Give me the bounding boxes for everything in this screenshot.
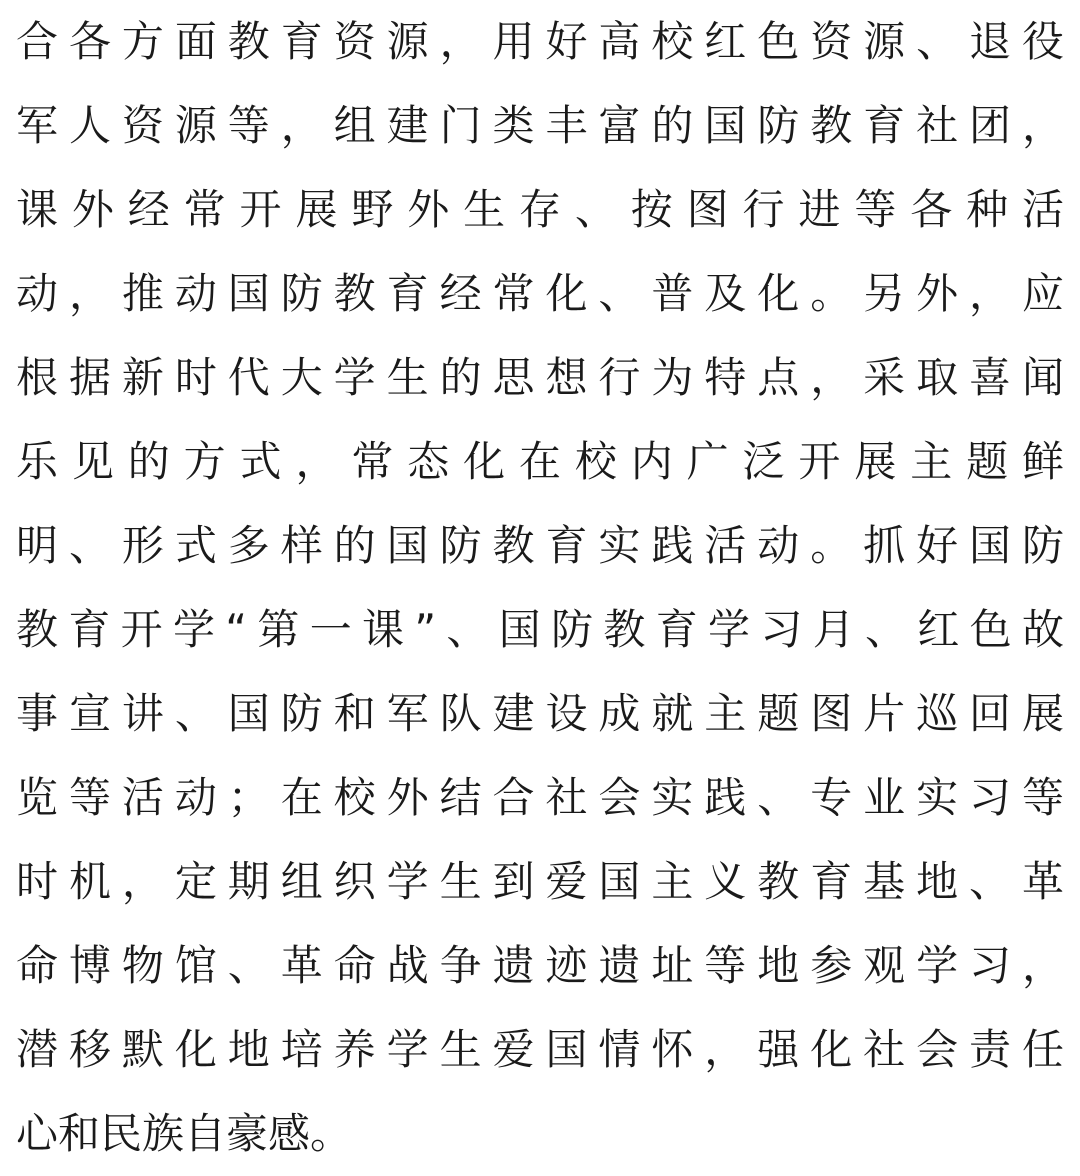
paragraph-line: 根据新时代大学生的思想行为特点，采取喜闻 — [16, 353, 1064, 402]
paragraph-line: 乐见的方式，常态化在校内广泛开展主题鲜 — [16, 437, 1064, 486]
paragraph-line: 军人资源等，组建门类丰富的国防教育社团， — [16, 101, 1064, 150]
paragraph-line: 事宣讲、国防和军队建设成就主题图片巡回展 — [16, 689, 1064, 738]
paragraph-line: 课外经常开展野外生存、按图行进等各种活 — [16, 185, 1064, 234]
paragraph-line: 潜移默化地培养学生爱国情怀，强化社会责任 — [16, 1025, 1064, 1074]
paragraph-line: 合各方面教育资源，用好高校红色资源、退役 — [16, 17, 1064, 66]
paragraph-line: 动，推动国防教育经常化、普及化。另外，应 — [16, 269, 1064, 318]
paragraph-line-last: 心和民族自豪感。 — [16, 1109, 353, 1158]
paragraph-line: 教育开学“第一课”、国防教育学习月、红色故 — [16, 605, 1064, 654]
paragraph-line: 明、形式多样的国防教育实践活动。抓好国防 — [16, 521, 1064, 570]
article-body — [16, 0, 1066, 1175]
paragraph-line: 览等活动；在校外结合社会实践、专业实习等 — [16, 773, 1064, 822]
paragraph-line: 时机，定期组织学生到爱国主义教育基地、革 — [16, 857, 1064, 906]
paragraph-line: 命博物馆、革命战争遗迹遗址等地参观学习， — [16, 941, 1064, 990]
